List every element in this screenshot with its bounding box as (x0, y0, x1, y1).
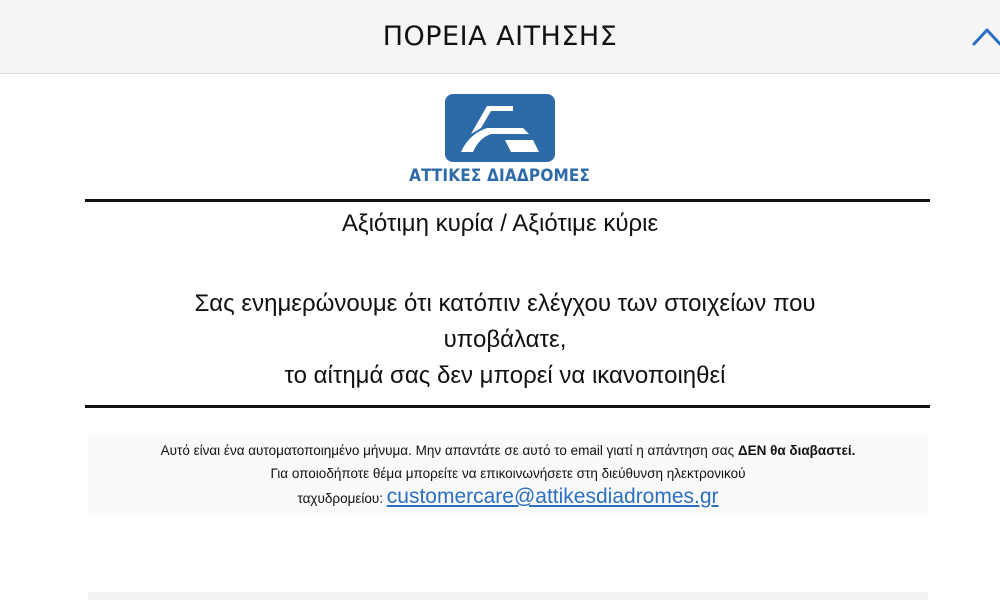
message-line-2: το αίτημά σας δεν μπορεί να ικανοποιηθεί (284, 362, 726, 389)
notice-bold-text: ΔΕΝ θα διαβαστεί. (737, 443, 856, 458)
next-content-strip (88, 592, 928, 600)
greeting: Αξιότιμη κυρία / Αξιότιμε κύριε (341, 210, 659, 237)
brand-name: ΑΤΤΙΚΕΣ ΔΙΑΔΡΟΜΕΣ (409, 166, 591, 186)
brand-logo (0, 94, 1000, 186)
divider-top (85, 199, 930, 202)
divider-bottom (85, 405, 930, 408)
page-title: ΠΟΡΕΙΑ ΑΙΤΗΣΗΣ (382, 21, 618, 52)
rejection-message (130, 286, 880, 394)
contact-line (88, 485, 928, 510)
notice-line (88, 439, 928, 462)
notice-text: Αυτό είναι ένα αυτοματοποιημένο μήνυμα. Μην απαντάτε σε αυτό το email γιατί η απάντηση σας (160, 443, 738, 458)
auto-message-notice (88, 433, 928, 515)
email-link[interactable]: customercare@attikesdiadromes.gr (386, 485, 719, 508)
attikes-diadromes-logo-icon (445, 94, 555, 162)
message-line-1: Σας ενημερώνουμε ότι κατόπιν ελέγχου των στοιχείων που υποβάλατε, (194, 290, 816, 353)
chevron-up-icon[interactable] (970, 20, 1000, 54)
contact-text: Για οποιοδήποτε θέμα μπορείτε να επικοινωνήσετε στη διεύθυνση ηλεκτρονικού (270, 466, 746, 481)
contact-prefix: ταχυδρομείου: (297, 491, 387, 506)
top-bar (0, 0, 1000, 74)
